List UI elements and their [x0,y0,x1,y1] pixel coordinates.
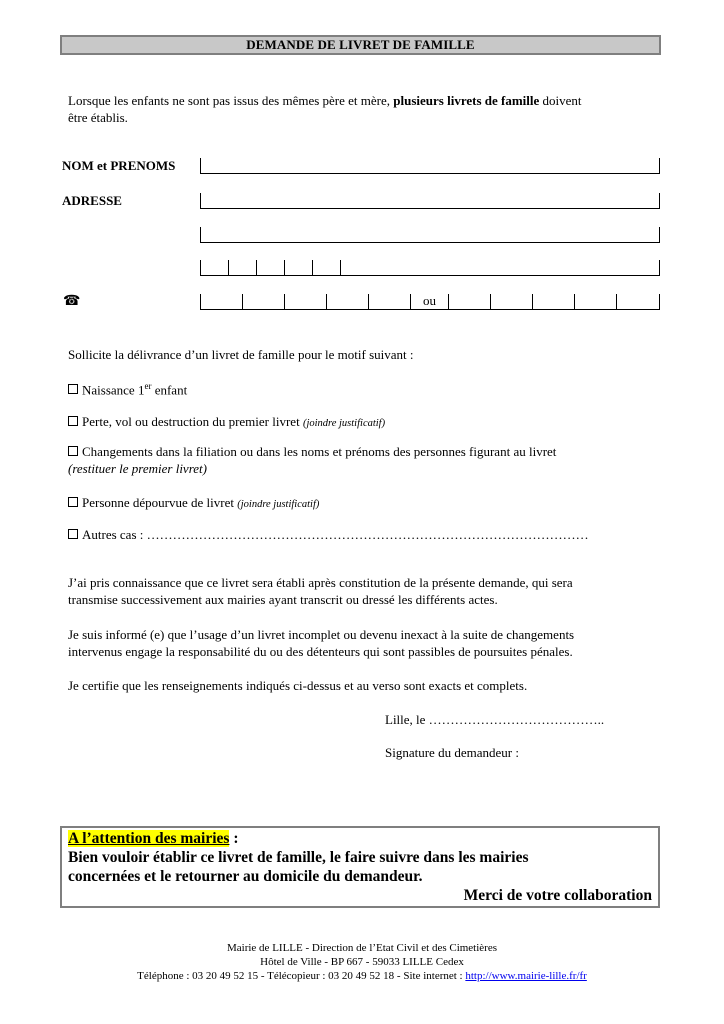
checkbox-naissance[interactable] [68,384,78,394]
signature-label: Signature du demandeur : [385,745,519,760]
intro-text [68,92,668,126]
nom-label: NOM et PRENOMS [62,158,176,173]
option-personne [68,494,319,513]
city-field[interactable] [341,260,660,275]
checkbox-personne[interactable] [68,497,78,507]
mairies-colon: : [229,830,239,847]
phone-cell[interactable] [575,294,617,309]
para1-line1: J’ai pris connaissance que ce livret sera établi après constitution de la présente demande, qui sera [68,575,573,590]
sollicite-text: Sollicite la délivrance d’un livret de famille pour le motif suivant : [68,347,414,362]
option-naissance-after: enfant [151,382,188,398]
footer-line2: Hôtel de Ville - BP 667 - 59033 LILLE Cedex [260,956,464,968]
postal-cell[interactable] [285,260,313,275]
phone-cell[interactable] [369,294,411,309]
option-naissance-sup: er [144,381,152,391]
website-link[interactable]: http://www.mairie-lille.fr/fr [465,970,587,982]
option-perte-text: Perte, vol ou destruction du premier livret [82,414,303,429]
option-autres [68,526,668,543]
option-personne-text: Personne dépourvue de livret [82,495,238,510]
phone-cell[interactable] [449,294,491,309]
phone-cell[interactable] [533,294,575,309]
adresse-field-line1[interactable] [200,193,660,209]
footer-contact: Téléphone : 03 20 49 52 15 - Télécopieur : 03 20 49 52 18 - Site internet : [137,970,466,982]
phone-cell[interactable] [285,294,327,309]
paragraph-certifie: Je certifie que les renseignements indiqués ci-dessus et au verso sont exacts et complets. [68,678,528,693]
option-changements [68,443,668,477]
intro-line2: être établis. [68,110,128,125]
option-changements-note: (restituer le premier livret) [68,461,207,476]
option-perte [68,413,385,432]
phone-cell[interactable] [617,294,660,309]
option-autres-text: Autres cas : ………………………………………………………………………………………… [82,527,589,542]
checkbox-autres[interactable] [68,529,78,539]
paragraph-informe [68,626,688,660]
postal-cell[interactable] [313,260,341,275]
checkbox-perte[interactable] [68,416,78,426]
option-perte-note: (joindre justificatif) [302,418,386,429]
mairies-line2: concernées et le retourner au domicile du demandeur. [68,868,423,885]
phone-cell[interactable] [243,294,285,309]
postal-cell[interactable] [229,260,257,275]
phone-cell[interactable] [201,294,243,309]
telephone-icon: ☎ [63,294,81,309]
intro-part2: doivent [539,93,582,108]
ou-separator: ou [411,294,449,309]
para2-line1: Je suis informé (e) que l’usage d’un livret incomplet ou devenu inexact à la suite de changements [68,627,575,642]
mairies-line1: Bien vouloir établir ce livret de famille, le faire suivre dans les mairies [68,849,529,866]
para2-line2: intervenus engage la responsabilité du ou des détenteurs qui sont passibles de poursuites pénales. [68,644,573,659]
phone-cell[interactable] [491,294,533,309]
footer-line3 [0,969,724,983]
option-naissance [68,378,187,398]
postal-cell[interactable] [257,260,285,275]
mairies-thanks: Merci de votre collaboration [463,887,652,904]
option-naissance-text: Naissance 1 [82,382,145,398]
phone-field[interactable] [200,294,660,310]
para1-line2: transmise successivement aux mairies ayant transcrit ou dressé les différents actes. [68,592,498,607]
adresse-field-line2[interactable] [200,227,660,243]
option-changements-text: Changements dans la filiation ou dans les noms et prénoms des personnes figurant au livret [82,444,557,459]
adresse-label: ADRESSE [62,193,122,208]
paragraph-connaissance [68,574,688,608]
footer [0,941,724,983]
footer-line1: Mairie de LILLE - Direction de l’Etat Civil et des Cimetières [226,942,498,954]
mairies-notice [60,826,660,908]
mairies-heading: A l’attention des mairies [68,830,230,847]
intro-bold: plusieurs livrets de famille [393,93,540,108]
option-personne-note: (joindre justificatif) [237,499,320,510]
form-title: DEMANDE DE LIVRET DE FAMILLE [60,35,661,55]
checkbox-changements[interactable] [68,446,78,456]
intro-part1: Lorsque les enfants ne sont pas issus des mêmes père et mère, [68,93,394,108]
nom-field[interactable] [200,158,660,174]
phone-cell[interactable] [327,294,369,309]
postal-cell[interactable] [201,260,229,275]
lille-date-line[interactable]: Lille, le ………………………………….. [385,712,605,727]
postal-code-field[interactable] [200,260,660,276]
